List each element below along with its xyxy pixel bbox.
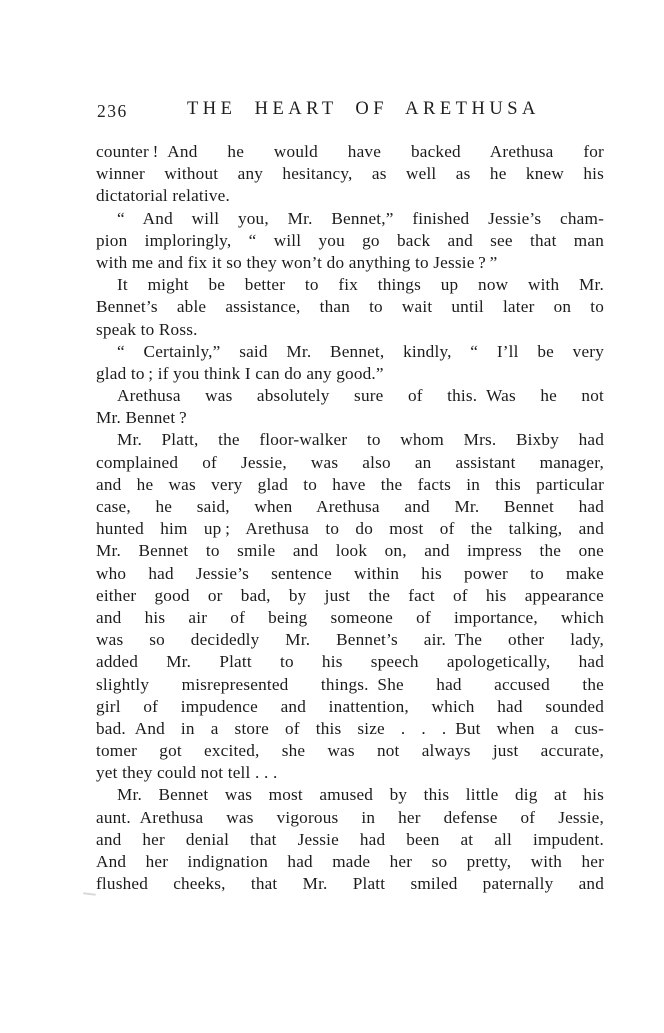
- text-line: dictatorial relative.: [96, 186, 230, 206]
- text-line: bad. And in a store of this size . . . But when a cus-: [96, 718, 604, 738]
- text-line: It might be better to fix things up now with Mr.: [117, 275, 604, 295]
- text-line: yet they could not tell . . .: [96, 763, 278, 783]
- page-header: [0, 101, 664, 125]
- text-line: girl of impudence and inattention, which had sounded: [96, 696, 604, 716]
- text-line: Mr. Bennet to smile and look on, and impress the one: [96, 541, 604, 561]
- text-line: slightly misrepresented things. She had accused the: [96, 674, 604, 694]
- text-line: “ Certainly,” said Mr. Bennet, kindly, “ I’ll be very: [117, 341, 604, 361]
- text-line: pion imploringly, “ will you go back and see that man: [96, 230, 604, 250]
- text-line: and he was very glad to have the facts in this particular: [96, 474, 604, 494]
- text-line: Bennet’s able assistance, than to wait until later on to: [96, 297, 604, 317]
- text-line: either good or bad, by just the fact of his appearance: [96, 585, 604, 605]
- text-line: was so decidedly Mr. Bennet’s air. The other lady,: [96, 630, 604, 650]
- text-line: case, he said, when Arethusa and Mr. Bennet had: [96, 497, 604, 516]
- text-line: and her denial that Jessie had been at all impudent.: [96, 829, 604, 849]
- page-number: 236: [97, 101, 128, 121]
- text-line: Mr. Bennet was most amused by this little dig at his: [117, 785, 604, 805]
- text-line: added Mr. Platt to his speech apologetically, had: [96, 652, 604, 672]
- text-line: glad to ; if you think I can do any good.”: [96, 363, 384, 383]
- text-line: Arethusa was absolutely sure of this. Was he not: [117, 386, 604, 406]
- running-title: THE HEART OF ARETHUSA: [187, 99, 540, 119]
- text-line: counter ! And he would have backed Arethusa for: [96, 142, 604, 161]
- text-line: who had Jessie’s sentence within his power to make: [96, 563, 604, 583]
- text-line: with me and fix it so they won’t do anything to Jessie ? ”: [96, 252, 498, 272]
- text-line: complained of Jessie, was also an assistant manager,: [96, 452, 604, 472]
- text-line: flushed cheeks, that Mr. Platt smiled paternally and: [96, 874, 604, 894]
- text-line: And her indignation had made her so pretty, with her: [96, 852, 604, 871]
- text-line: tomer got excited, she was not always just accurate,: [96, 741, 604, 761]
- text-line: Mr. Platt, the floor-walker to whom Mrs. Bixby had: [117, 430, 604, 450]
- text-line: hunted him up ; Arethusa to do most of the talking, and: [96, 519, 604, 539]
- text-line: aunt. Arethusa was vigorous in her defense of Jessie,: [96, 807, 604, 827]
- text-line: “ And will you, Mr. Bennet,” finished Jessie’s cham-: [117, 208, 604, 228]
- text-line: Mr. Bennet ?: [96, 408, 187, 428]
- text-line: and his air of being someone of importance, which: [96, 607, 604, 627]
- text-line: winner without any hesitancy, as well as he knew his: [96, 164, 604, 184]
- page-text-block: [96, 141, 604, 895]
- text-line: speak to Ross.: [96, 319, 198, 339]
- scan-smudge-mark: [83, 892, 96, 895]
